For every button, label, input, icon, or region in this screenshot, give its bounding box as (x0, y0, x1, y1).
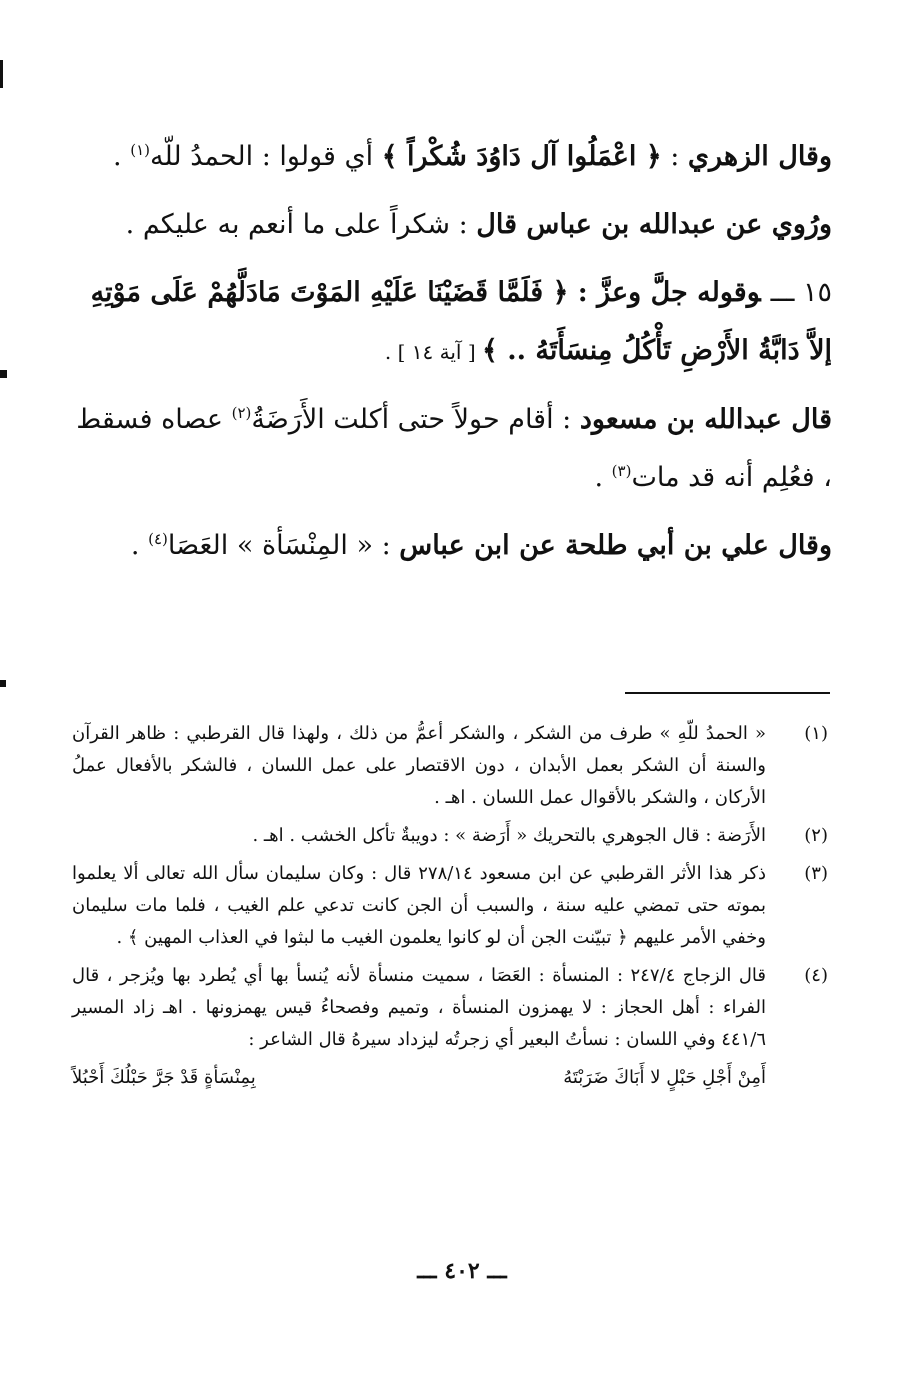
narrator-ibn-masud: قال عبدالله بن مسعود (579, 404, 832, 435)
footnote-1 (72, 718, 828, 814)
footnote-ref-3[interactable]: (٣) (611, 462, 632, 480)
footnote-3 (72, 858, 828, 954)
quran-quote: ﴿ اعْمَلُوا آل دَاوُدَ شُكْراً ﴾ (381, 141, 662, 172)
footnote-4 (72, 960, 828, 1056)
footnotes (72, 718, 828, 1094)
footnote-number: (٤) (804, 965, 828, 986)
narrator-ibn-abbas: ورُوي عن عبدالله بن عباس قال (476, 209, 832, 240)
footnote-ref-2[interactable]: (٢) (231, 404, 252, 422)
quran-verse: ﴿ فَلَمَّا قَضَيْنَا عَلَيْهِ المَوْتَ مَادَلَّهُمْ عَلَى مَوْتِهِ إلاَّ دَابَّةُ الأَرْضِ تَأْكُلُ مِنسَأَتَهُ .. ﴾ (90, 277, 832, 366)
paragraph-ali-ibn-abi-talha: وقال علي بن أبي طلحة عن ابن عباس : « المِنْسَأة » العَصَا$^{(٤)}$ . (130, 530, 832, 561)
verse-first-hemistich: أَمِنْ أَجْلِ حَبْلٍ لا أَبَاكَ ضَرَبْتَهُ (563, 1067, 766, 1088)
verse-second-hemistich: بِمِنْسَأةٍ قَدْ جَرَّ حَبْلُكَ أَحْبُلاً (72, 1067, 256, 1088)
footnote-ref-1[interactable]: (١) (130, 141, 150, 159)
poetry-verse (72, 1062, 828, 1094)
paragraph-verse-15 (68, 264, 832, 381)
narrator-ali: وقال علي بن أبي طلحة عن ابن عباس (399, 530, 832, 561)
scan-edge-mark-top (0, 60, 3, 88)
footnote-text: ذكر هذا الأثر القرطبي عن ابن مسعود ٢٧٨/١٤ قال : وكان سليمان سأل الله تعالى ألا يعلموا بموته حتى تمضي عليه سنة ، والسبب أن الجن كانت تدعي علم الغيب ، فلما مات سليمان وخفي الأمر عليهم ﴿ تبيّنت الجن أن لو كانوا يعلمون الغيب ما لبثوا في العذاب المهين ﴾ . (72, 863, 766, 948)
footnote-number: (١) (804, 723, 828, 744)
footnote-2 (72, 820, 828, 852)
paragraph-zuhri: وقال الزهري : ﴿ اعْمَلُوا آل دَاوُدَ شُكْراً ﴾ أي قولوا : الحمدُ للّه$^{(١)}$ . (113, 141, 832, 172)
footnote-text: قال الزجاج ٢٤٧/٤ : المنسأة : العَصَا ، سميت منسأة لأنه يُنسأ بها أي يُطرد بها ويُزجر ، قال الفراء : أهل الحجاز : لا يهمزون المنسأة ، وتميم وفصحاءُ قيس يهمزونها . اهـ زاد المسير ٤٤١/٦ وفي اللسان : نسأتُ البعير أي زجرتُه ليزداد سيرهُ قال الشاعر : (72, 965, 766, 1050)
verse-reference: [ آية ١٤ ] . (384, 340, 483, 364)
verse-intro: وقوله جلَّ وعزَّ : (577, 277, 761, 308)
footnote-separator (625, 692, 830, 694)
footnote-ref-4[interactable]: (٤) (148, 530, 168, 548)
paragraph-ibn-masud: قال عبدالله بن مسعود : أقام حولاً حتى أكلت الأَرَضَةُ$^{(٢)}$ عصاه فسقط ، فعُلِم أنه قد مات$^{(٣)}$ . (76, 404, 832, 493)
main-text (68, 128, 832, 585)
footnote-number: (٢) (804, 825, 828, 846)
footnote-text: « الحمدُ للّهِ » طرف من الشكر ، والشكر أعمُّ من ذلك ، ولهذا قال القرطبي : ظاهر القرآن والسنة أن الشكر بعمل الأبدان ، دون الاقتصار على عمل اللسان ، فالشكر بالأفعال عملُ الأركان ، والشكر بالأقوال عمل اللسان . اهـ . (72, 723, 766, 808)
page-number: ـــ ٤٠٢ ـــ (417, 1258, 507, 1284)
paragraph-ibn-abbas: ورُوي عن عبدالله بن عباس قال : شكراً على ما أنعم به عليكم . (125, 209, 832, 240)
footnote-number: (٣) (804, 863, 828, 884)
verse-entry-number: ١٥ ـــ (770, 277, 832, 308)
footnote-text: الأَرَضة : قال الجوهري بالتحريك « أَرَضة » : دويبةٌ تأكل الخشب . اهـ . (252, 825, 766, 846)
scan-edge-mark-bottom (0, 680, 6, 687)
narrator-zuhri: وقال الزهري (687, 141, 832, 172)
scan-edge-mark-middle (0, 370, 7, 378)
